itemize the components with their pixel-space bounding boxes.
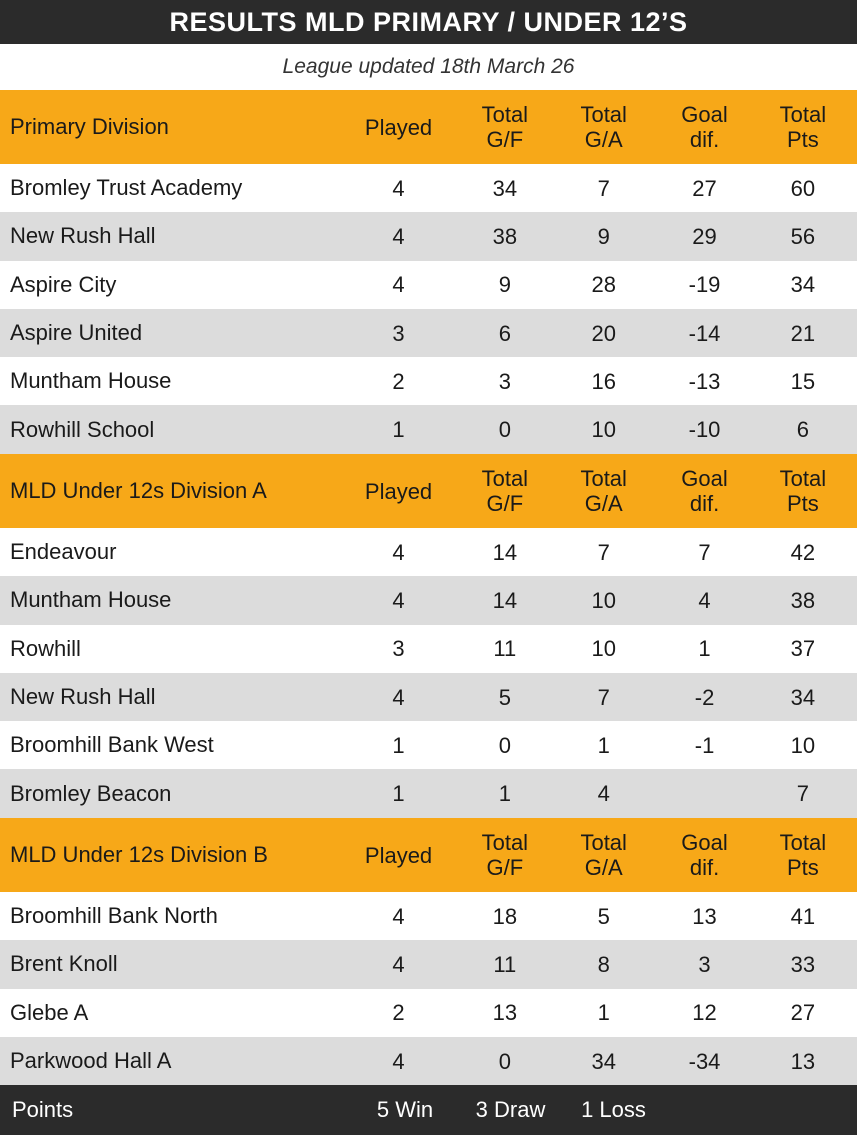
cell-pts: 6 bbox=[796, 417, 810, 443]
cell-gd: -2 bbox=[694, 684, 715, 710]
cell-gf: 34 bbox=[492, 175, 518, 201]
cell-gf: 14 bbox=[492, 587, 518, 613]
column-header-line: Total bbox=[481, 466, 529, 491]
team-name: Broomhill Bank West bbox=[10, 732, 214, 758]
column-header-line: G/F bbox=[486, 491, 524, 516]
cell-pts: 13 bbox=[790, 1048, 816, 1074]
table-row bbox=[0, 721, 857, 769]
cell-played: 1 bbox=[392, 781, 405, 807]
cell-gd: -14 bbox=[688, 320, 721, 346]
cell-gf: 0 bbox=[498, 732, 511, 758]
team-name: New Rush Hall bbox=[10, 223, 156, 249]
team-name: Rowhill bbox=[10, 635, 81, 661]
cell-ga: 16 bbox=[591, 368, 616, 394]
team-name: New Rush Hall bbox=[10, 684, 156, 710]
team-name: Aspire United bbox=[10, 320, 143, 346]
column-header-line: Total bbox=[779, 830, 827, 855]
cell-gf: 11 bbox=[493, 951, 517, 977]
points-draw: 3 Draw bbox=[475, 1097, 546, 1122]
cell-ga: 7 bbox=[597, 684, 610, 710]
cell-played: 3 bbox=[392, 636, 405, 662]
team-name: Bromley Beacon bbox=[10, 780, 172, 806]
table-row bbox=[0, 528, 857, 576]
column-header-line: Goal bbox=[681, 102, 728, 127]
column-header-line: dif. bbox=[689, 855, 720, 880]
cell-pts: 34 bbox=[790, 684, 816, 710]
column-header-played: Played bbox=[364, 842, 433, 868]
cell-gd: 7 bbox=[698, 539, 711, 565]
division-name: MLD Under 12s Division A bbox=[10, 478, 267, 503]
cell-pts: 37 bbox=[790, 636, 816, 662]
cell-ga: 7 bbox=[597, 539, 610, 565]
cell-pts: 56 bbox=[790, 223, 816, 249]
cell-pts: 27 bbox=[790, 1000, 816, 1026]
cell-ga: 10 bbox=[591, 587, 616, 613]
column-header-gf bbox=[463, 830, 548, 880]
division-header-row bbox=[0, 90, 857, 164]
division-table bbox=[0, 818, 857, 1085]
cell-played: 2 bbox=[392, 1000, 405, 1026]
page-title: RESULTS MLD PRIMARY / UNDER 12’S bbox=[0, 0, 857, 44]
column-header-line: Total bbox=[779, 102, 827, 127]
cell-gf: 0 bbox=[498, 417, 511, 443]
points-win: 5 Win bbox=[376, 1097, 434, 1122]
updated-subtitle: League updated 18th March 26 bbox=[282, 55, 575, 78]
column-header-ga bbox=[547, 102, 660, 152]
column-header-line: G/A bbox=[584, 491, 623, 516]
team-name: Muntham House bbox=[10, 368, 172, 394]
table-row bbox=[0, 261, 857, 309]
cell-gd: 3 bbox=[698, 951, 711, 977]
cell-pts: 15 bbox=[790, 368, 816, 394]
column-header-line: Goal bbox=[681, 466, 728, 491]
cell-pts: 38 bbox=[790, 587, 816, 613]
column-header-line: G/F bbox=[486, 855, 524, 880]
cell-ga: 9 bbox=[597, 223, 610, 249]
column-header-gf bbox=[463, 102, 548, 152]
cell-gd: 1 bbox=[698, 636, 711, 662]
cell-gf: 11 bbox=[493, 636, 517, 662]
cell-ga: 10 bbox=[591, 636, 616, 662]
table-row bbox=[0, 1037, 857, 1085]
cell-played: 1 bbox=[392, 732, 405, 758]
cell-played: 4 bbox=[392, 951, 405, 977]
column-header-line: G/A bbox=[584, 127, 623, 152]
cell-gf: 5 bbox=[498, 684, 511, 710]
cell-pts: 7 bbox=[796, 781, 810, 807]
cell-ga: 10 bbox=[591, 417, 616, 443]
column-header-line: dif. bbox=[689, 127, 720, 152]
table-row bbox=[0, 405, 857, 453]
division-header-row bbox=[0, 818, 857, 892]
table-row bbox=[0, 164, 857, 212]
column-header-line: G/A bbox=[584, 855, 623, 880]
division-name: Primary Division bbox=[10, 114, 169, 139]
team-name: Muntham House bbox=[10, 587, 172, 613]
cell-played: 3 bbox=[392, 320, 405, 346]
cell-played: 4 bbox=[392, 587, 405, 613]
cell-gf: 13 bbox=[492, 1000, 518, 1026]
cell-gd: -1 bbox=[694, 732, 715, 758]
column-header-gd bbox=[660, 466, 749, 516]
cell-gf: 14 bbox=[492, 539, 518, 565]
cell-gf: 38 bbox=[492, 223, 518, 249]
column-header-played: Played bbox=[364, 478, 433, 504]
cell-gd: 13 bbox=[692, 903, 717, 929]
cell-gd: -19 bbox=[688, 272, 721, 298]
team-name: Brent Knoll bbox=[10, 951, 118, 977]
column-header-ga bbox=[547, 830, 660, 880]
cell-ga: 20 bbox=[591, 320, 616, 346]
cell-ga: 5 bbox=[597, 903, 610, 929]
cell-pts: 60 bbox=[790, 175, 816, 201]
column-header-pts bbox=[749, 466, 857, 516]
cell-pts: 41 bbox=[790, 903, 816, 929]
points-loss: 1 Loss bbox=[581, 1097, 646, 1122]
column-header-line: Pts bbox=[787, 127, 819, 152]
cell-ga: 8 bbox=[597, 951, 610, 977]
cell-gd: 29 bbox=[692, 223, 717, 249]
team-name: Bromley Trust Academy bbox=[10, 175, 243, 201]
column-header-pts bbox=[749, 830, 857, 880]
cell-gf: 18 bbox=[492, 903, 518, 929]
cell-ga: 1 bbox=[597, 1000, 610, 1026]
column-header-line: Total bbox=[481, 830, 529, 855]
table-row bbox=[0, 625, 857, 673]
cell-pts: 33 bbox=[790, 951, 816, 977]
cell-ga: 28 bbox=[591, 272, 616, 298]
cell-ga: 7 bbox=[597, 175, 610, 201]
cell-played: 4 bbox=[392, 175, 405, 201]
column-header-line: Total bbox=[481, 102, 529, 127]
cell-played: 4 bbox=[392, 272, 405, 298]
column-header-line: Total bbox=[580, 830, 627, 855]
cell-gd: -34 bbox=[688, 1048, 721, 1074]
column-header-line: Pts bbox=[787, 855, 819, 880]
column-header-ga bbox=[547, 466, 660, 516]
table-row bbox=[0, 892, 857, 940]
cell-played: 4 bbox=[392, 1048, 405, 1074]
table-row bbox=[0, 940, 857, 988]
division-name: MLD Under 12s Division B bbox=[10, 842, 268, 867]
table-row bbox=[0, 673, 857, 721]
team-name: Aspire City bbox=[10, 271, 117, 297]
cell-gf: 1 bbox=[498, 781, 511, 807]
column-header-line: Total bbox=[580, 102, 627, 127]
cell-played: 4 bbox=[392, 684, 405, 710]
column-header-line: G/F bbox=[486, 127, 524, 152]
cell-played: 1 bbox=[392, 417, 405, 443]
cell-gf: 6 bbox=[498, 320, 511, 346]
cell-gf: 3 bbox=[498, 368, 511, 394]
table-row bbox=[0, 309, 857, 357]
cell-played: 2 bbox=[392, 368, 405, 394]
column-header-line: Pts bbox=[787, 491, 819, 516]
cell-gd: 27 bbox=[692, 175, 717, 201]
table-row bbox=[0, 989, 857, 1037]
team-name: Parkwood Hall A bbox=[10, 1048, 172, 1074]
cell-gd: 12 bbox=[692, 1000, 717, 1026]
cell-played: 4 bbox=[392, 539, 405, 565]
table-row bbox=[0, 212, 857, 260]
cell-ga: 1 bbox=[597, 732, 610, 758]
points-label: Points bbox=[12, 1097, 74, 1122]
cell-gd: -10 bbox=[688, 417, 721, 443]
column-header-gf bbox=[463, 466, 548, 516]
column-header-played: Played bbox=[364, 114, 433, 140]
cell-gf: 9 bbox=[498, 272, 511, 298]
team-name: Glebe A bbox=[10, 999, 89, 1025]
table-row bbox=[0, 357, 857, 405]
cell-ga: 34 bbox=[591, 1048, 616, 1074]
column-header-pts bbox=[749, 102, 857, 152]
cell-ga: 4 bbox=[597, 781, 610, 807]
cell-gd: -13 bbox=[688, 368, 721, 394]
division-header-row bbox=[0, 454, 857, 528]
team-name: Broomhill Bank North bbox=[10, 903, 218, 929]
column-header-line: Goal bbox=[681, 830, 728, 855]
cell-gd: 4 bbox=[698, 587, 711, 613]
points-legend-bar bbox=[0, 1085, 857, 1135]
division-table bbox=[0, 454, 857, 818]
cell-played: 4 bbox=[392, 223, 405, 249]
cell-pts: 34 bbox=[790, 272, 816, 298]
column-header-line: dif. bbox=[689, 491, 720, 516]
team-name: Rowhill School bbox=[10, 416, 155, 442]
cell-pts: 10 bbox=[790, 732, 816, 758]
column-header-line: Total bbox=[580, 466, 627, 491]
cell-pts: 21 bbox=[790, 320, 816, 346]
cell-played: 4 bbox=[392, 903, 405, 929]
column-header-gd bbox=[660, 830, 749, 880]
table-row bbox=[0, 769, 857, 817]
column-header-line: Total bbox=[779, 466, 827, 491]
cell-pts: 42 bbox=[790, 539, 816, 565]
division-table bbox=[0, 90, 857, 454]
team-name: Endeavour bbox=[10, 539, 117, 565]
column-header-gd bbox=[660, 102, 749, 152]
cell-gf: 0 bbox=[498, 1048, 511, 1074]
table-row bbox=[0, 576, 857, 624]
